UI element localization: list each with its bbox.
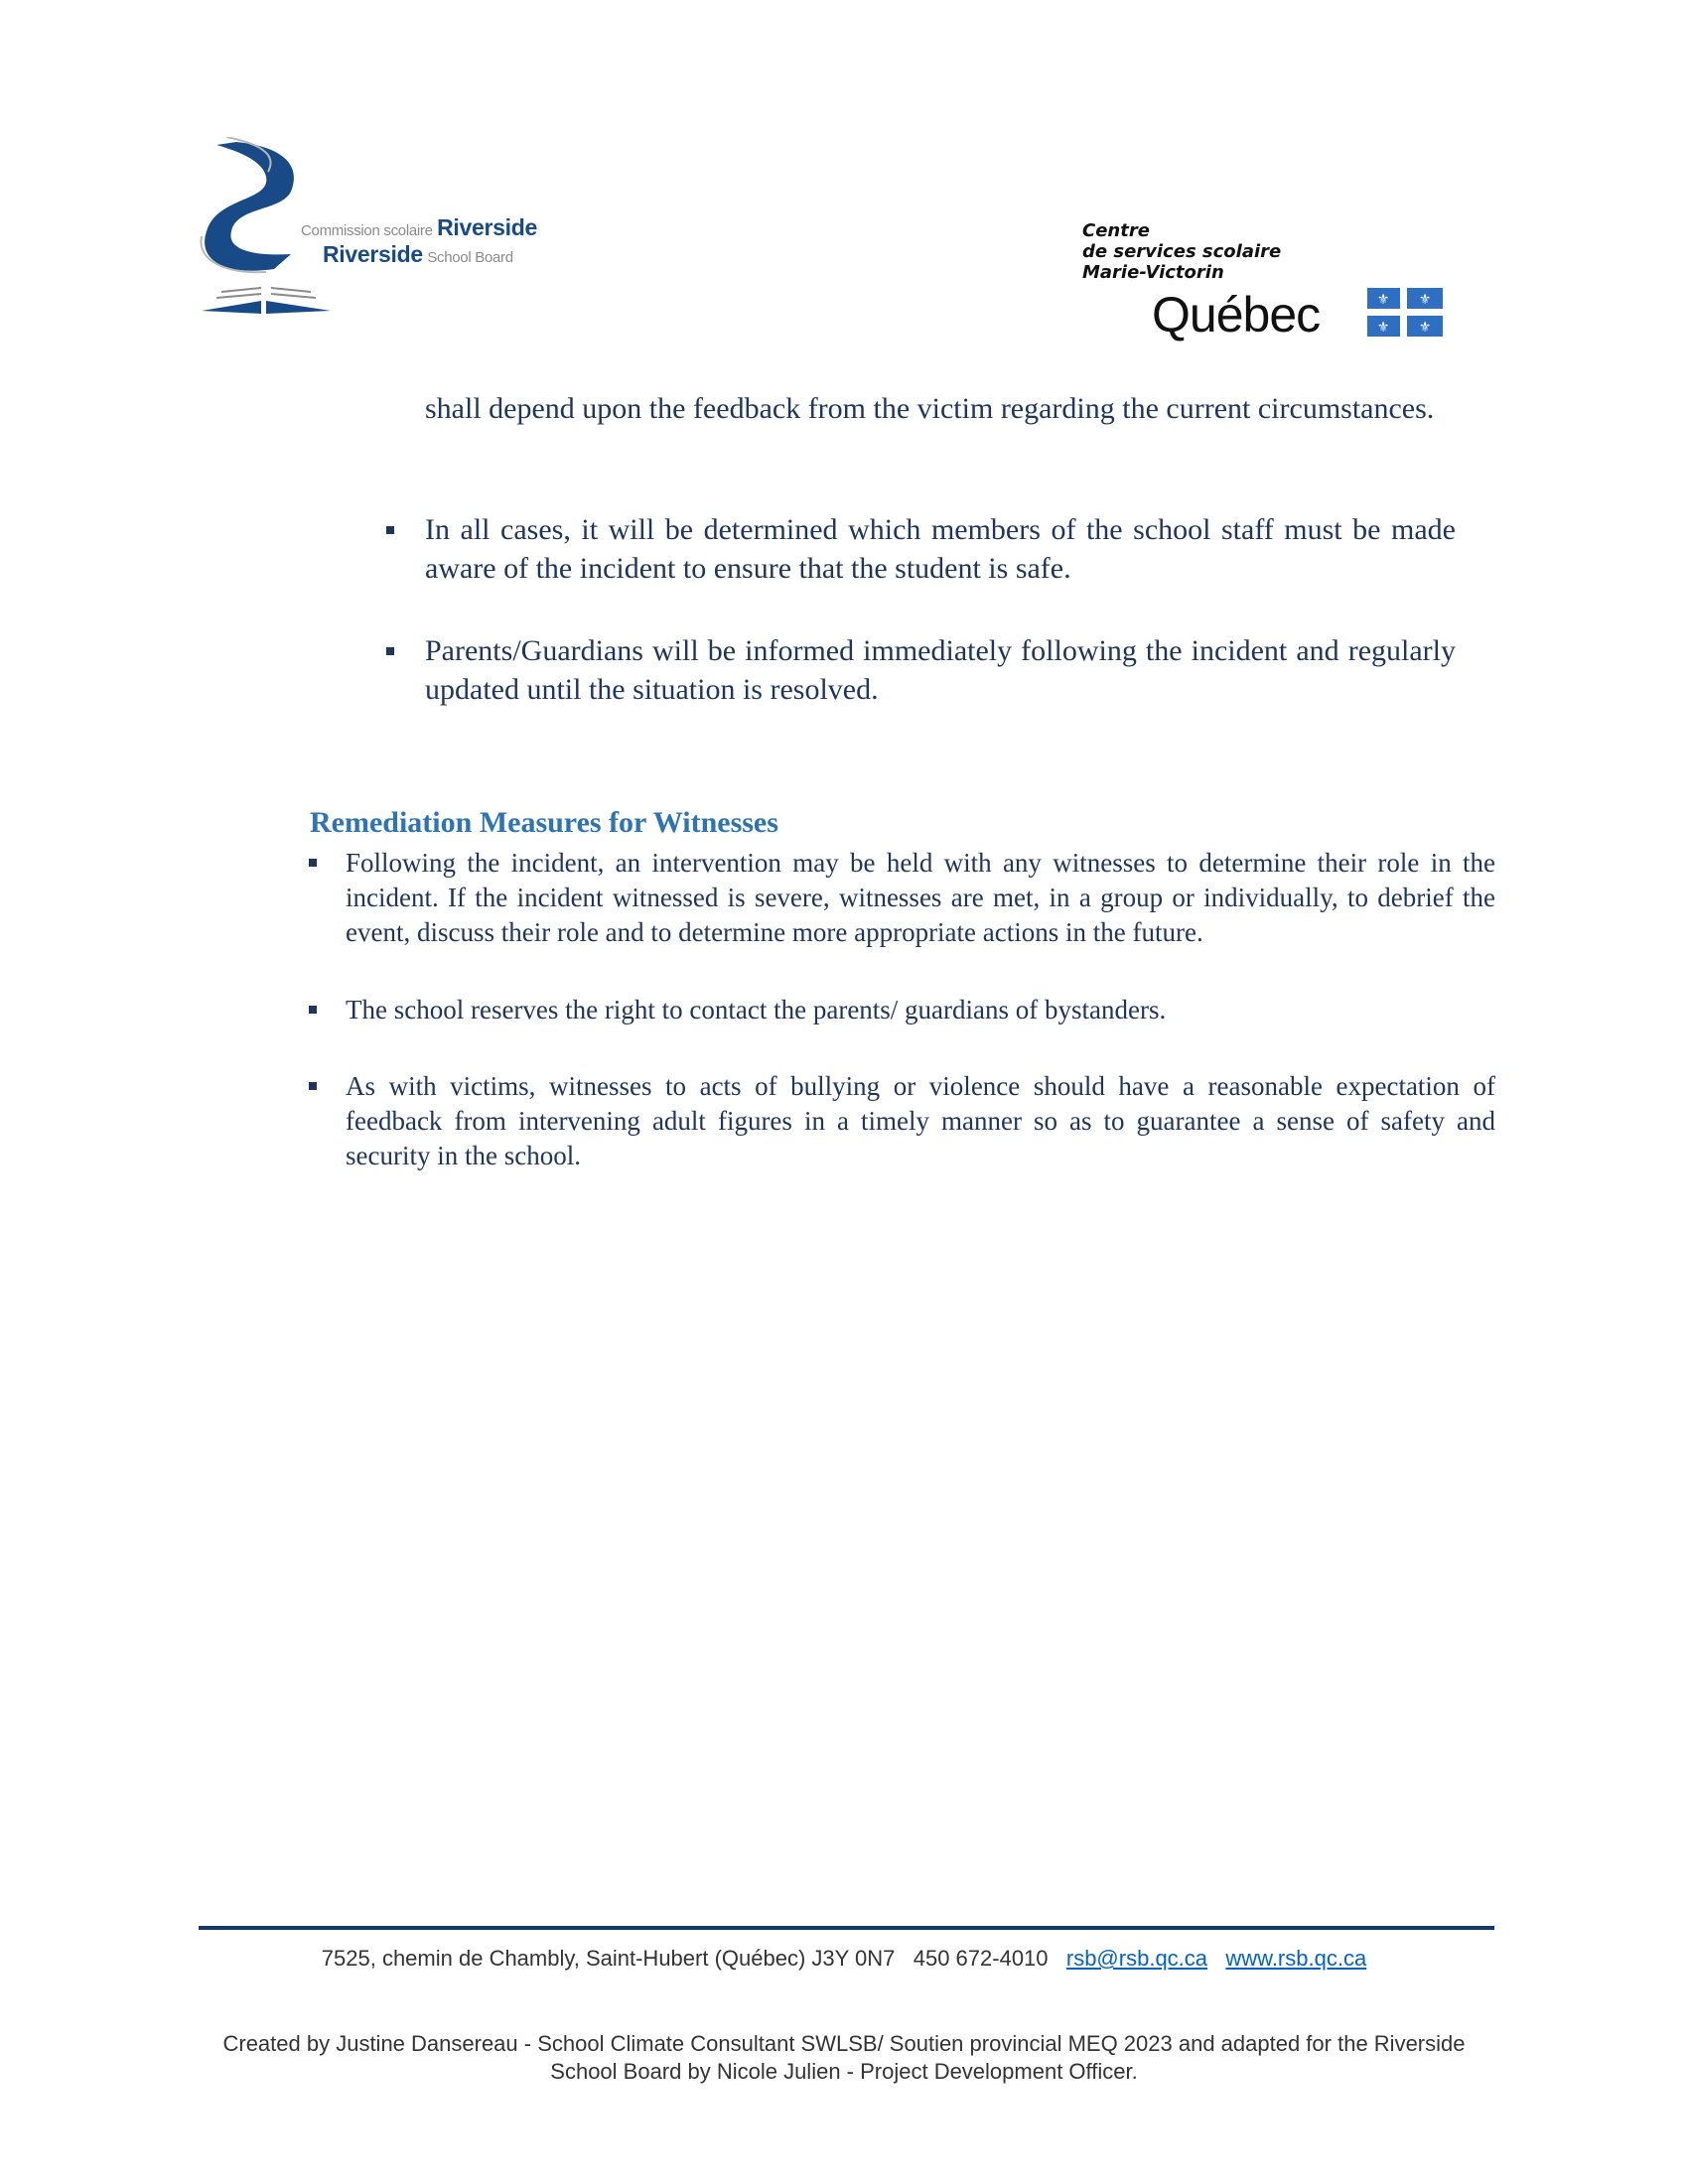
footer-credit: Created by Justine Dansereau - School Climate Consultant SWLSB/ Soutien provincial MEQ 2023 and adapted for the Riverside School Board by Nicole Julien - Project Development Officer. bbox=[222, 2031, 1466, 2084]
quebec-wordmark: Québec bbox=[1152, 287, 1321, 342]
svg-text:⚜: ⚜ bbox=[1376, 320, 1390, 336]
svg-text:⚜: ⚜ bbox=[1418, 292, 1432, 308]
witness-bullet-item: Following the incident, an intervention may be held with any witnesses to determine their role in the incident. If the incident witnessed is severe, witnesses are met, in a group or individually, to debrief the event, discuss their role and to determine more appropriate actions in the future. bbox=[346, 846, 1495, 950]
csm-line-2: de services scolaire bbox=[1082, 241, 1282, 262]
svg-text:⚜: ⚜ bbox=[1418, 320, 1432, 336]
square-bullet-icon bbox=[386, 647, 394, 655]
victim-bullet-item: In all cases, it will be determined which members of the school staff must be made aware of the incident to ensure that the student is safe. bbox=[425, 510, 1456, 588]
csm-line-3: Marie-Victorin bbox=[1082, 262, 1224, 283]
section-heading: Remediation Measures for Witnesses bbox=[310, 806, 778, 839]
footer-email-link[interactable]: rsb@rsb.qc.ca bbox=[1065, 1946, 1208, 1971]
square-bullet-icon bbox=[309, 1082, 317, 1090]
footer-contact bbox=[0, 1946, 1688, 1972]
rsb-logo-line1: Commission scolaire Riverside bbox=[301, 214, 537, 240]
witness-bullet-item: As with victims, witnesses to acts of bullying or violence should have a reasonable expectation of feedback from intervening adult figures in a timely manner so as to guarantee a sense of safety and security in the school. bbox=[346, 1069, 1495, 1173]
footer-phone: 450 672-4010 bbox=[913, 1946, 1049, 1971]
svg-text:⚜: ⚜ bbox=[1376, 292, 1390, 308]
square-bullet-icon bbox=[309, 1006, 317, 1014]
continued-paragraph: shall depend upon the feedback from the victim regarding the current circumstances. bbox=[425, 392, 1435, 425]
quebec-flag-icon bbox=[1365, 286, 1445, 340]
marie-victorin-quebec-logo bbox=[1082, 220, 1460, 344]
riverside-school-board-logo bbox=[197, 137, 574, 326]
footer-divider bbox=[199, 1926, 1494, 1930]
footer-address: 7525, chemin de Chambly, Saint-Hubert (Québec) J3Y 0N7 bbox=[321, 1946, 896, 1971]
footer-website-link[interactable]: www.rsb.qc.ca bbox=[1225, 1946, 1367, 1971]
witness-bullet-item: The school reserves the right to contact the parents/ guardians of bystanders. bbox=[346, 993, 1495, 1027]
square-bullet-icon bbox=[309, 859, 317, 867]
square-bullet-icon bbox=[386, 526, 394, 534]
victim-bullet-item: Parents/Guardians will be informed immediately following the incident and regularly updated until the situation is resolved. bbox=[425, 631, 1456, 709]
csm-line-1: Centre bbox=[1082, 220, 1150, 241]
rsb-logo-line2: Riverside School Board bbox=[323, 241, 513, 267]
